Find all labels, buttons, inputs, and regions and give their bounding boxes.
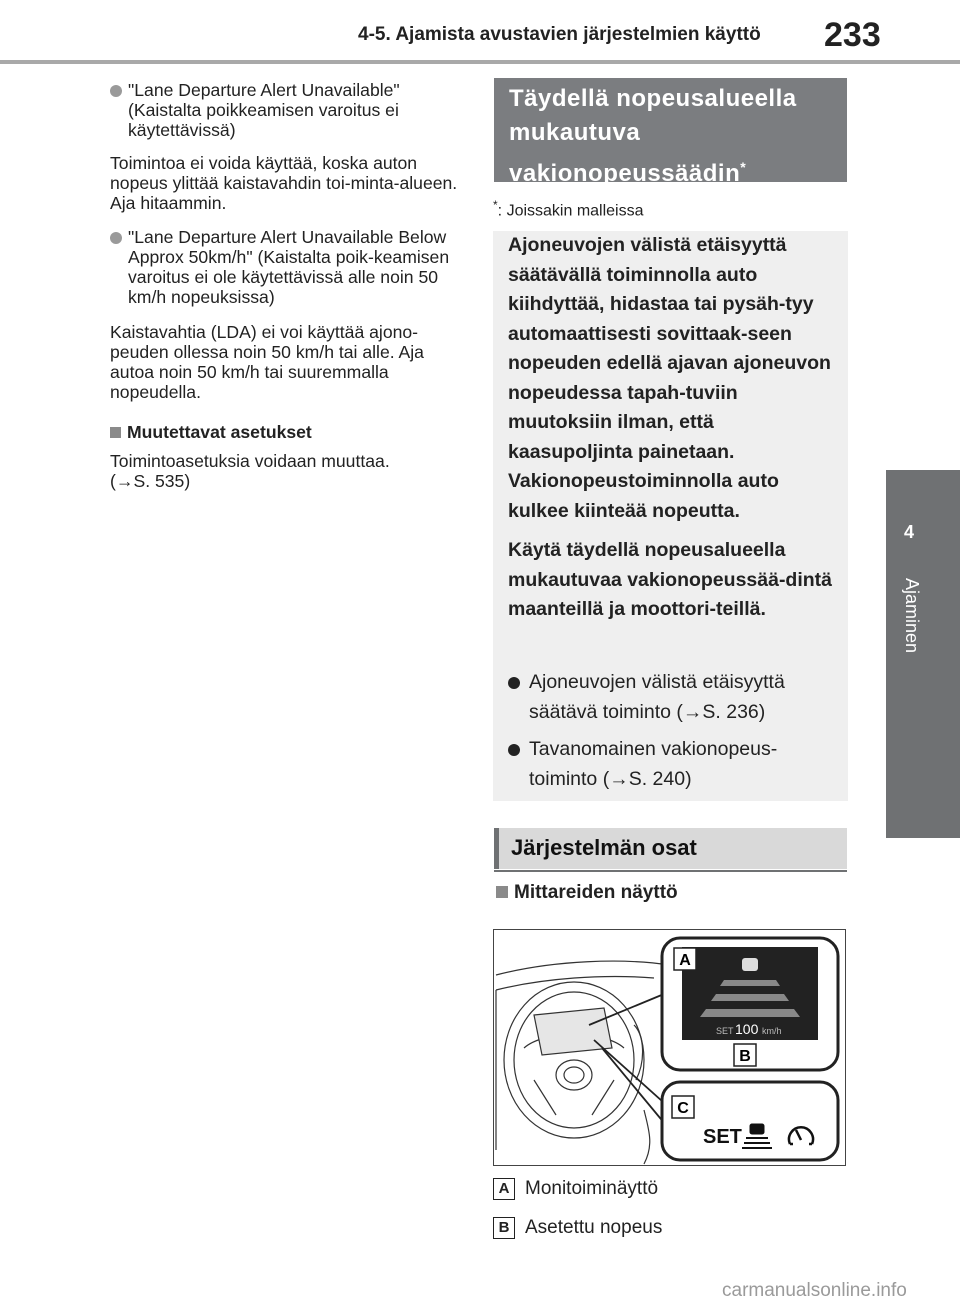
chapter-label: Ajaminen [902, 578, 922, 654]
bullet-item [110, 227, 465, 307]
dashboard-illustration [494, 930, 845, 1165]
summary-box [493, 231, 848, 801]
subheading [496, 882, 678, 904]
subheading-text: Mittareiden näyttö [514, 882, 678, 903]
section-heading-text: Täydellä nopeusalueella mukautuva vakionopeussäädin [509, 85, 797, 187]
section-heading [509, 82, 847, 191]
summary-bullet [508, 735, 833, 794]
figure-legend-item [493, 1217, 662, 1239]
legend-key: B [493, 1217, 515, 1239]
subheading-text: Muutettavat asetukset [127, 422, 312, 442]
summary-bullet [508, 668, 833, 727]
paragraph-line: Toimintoasetuksia voidaan muuttaa. [110, 451, 390, 471]
display-unit-text: km/h [762, 1026, 782, 1036]
legend-text: Monitoiminäyttö [525, 1178, 659, 1200]
section-title: 4-5. Ajamista avustavien järjestelmien käyttö [358, 24, 761, 45]
figure-legend-item [493, 1178, 658, 1200]
section-heading-box [494, 828, 847, 869]
square-bullet-icon [496, 886, 508, 898]
bullet-text: "Lane Departure Alert Unavailable" (Kaistalta poikkeamisen varoitus ei käytettävissä) [128, 80, 400, 140]
footnote [493, 198, 644, 220]
paragraph: Toimintoa ei voida käyttää, koska auton nopeus ylittää kaistavahdin toi-minta-alueen. Aja hitaammin. [110, 153, 458, 213]
bullet-dot-icon [508, 677, 520, 689]
section-heading-box [494, 78, 847, 187]
display-set-text: SET [716, 1026, 734, 1036]
summary-paragraph: Käytä täydellä nopeusalueella mukautuvaa vakionopeussää-dintä maanteillä ja moottori-teillä. [508, 539, 833, 620]
page-number: 233 [824, 16, 881, 54]
legend-key: A [493, 1178, 515, 1200]
instrument-figure [493, 929, 846, 1166]
bullet-dot-icon [508, 744, 520, 756]
callout-label-a-text: A [679, 952, 691, 969]
paragraph [110, 451, 465, 491]
watermark[interactable]: carmanualsonline.info [722, 1280, 907, 1301]
bullet-dot-icon [110, 232, 122, 244]
bullet-dot-icon [110, 85, 122, 97]
footnote-marker: * [493, 198, 498, 212]
bullet-text: "Lane Departure Alert Unavailable Below Approx 50km/h" (Kaistalta poik-keamisen varoitus ei ole käytettävissä alle noin 50 km/h nopeuksissa) [128, 227, 450, 307]
section-heading: Järjestelmän osat [511, 835, 697, 860]
callout-label-c-text: C [677, 1100, 689, 1117]
header-rule [0, 60, 960, 64]
heading-rule [494, 870, 847, 872]
chapter-number: 4 [903, 522, 914, 542]
square-bullet-icon [110, 427, 121, 438]
summary-bullet-text[interactable]: Tavanomainen vakionopeus-toiminto (→S. 240) [529, 738, 778, 790]
summary-bullet-text[interactable]: Ajoneuvojen välistä etäisyyttä säätävä toiminto (→S. 236) [529, 671, 785, 723]
display-area [534, 1008, 612, 1055]
footnote-text: : Joissakin malleissa [497, 202, 644, 220]
display-speed-text: 100 [735, 1021, 759, 1037]
bullet-item [110, 80, 465, 140]
callout-label-b-text: B [739, 1048, 751, 1065]
legend-text: Asetettu nopeus [525, 1217, 663, 1239]
page-reference-link[interactable]: (→S. 535) [110, 471, 191, 491]
footnote-marker: * [740, 159, 747, 175]
subheading [110, 422, 465, 442]
paragraph: Kaistavahtia (LDA) ei voi käyttää ajono-peuden ollessa noin 50 km/h tai alle. Aja autoa noin 50 km/h tai suuremmalla nopeudella. [110, 322, 424, 402]
summary-paragraph: Ajoneuvojen välistä etäisyyttä säätävällä toiminnolla auto kiihdyttää, hidastaa tai pysäh-tyy automaattisesti sovittaak-seen nopeuden edellä ajavan ajoneuvon nopeudessa tapah-tuviin muutoksiin ilman, että kaasupoljinta painetaan. Vakionopeustoiminnolla auto kulkee kiinteää nopeutta. [508, 234, 831, 522]
set-switch-label: SET [703, 1126, 742, 1148]
dashboard-outline [496, 961, 669, 1164]
